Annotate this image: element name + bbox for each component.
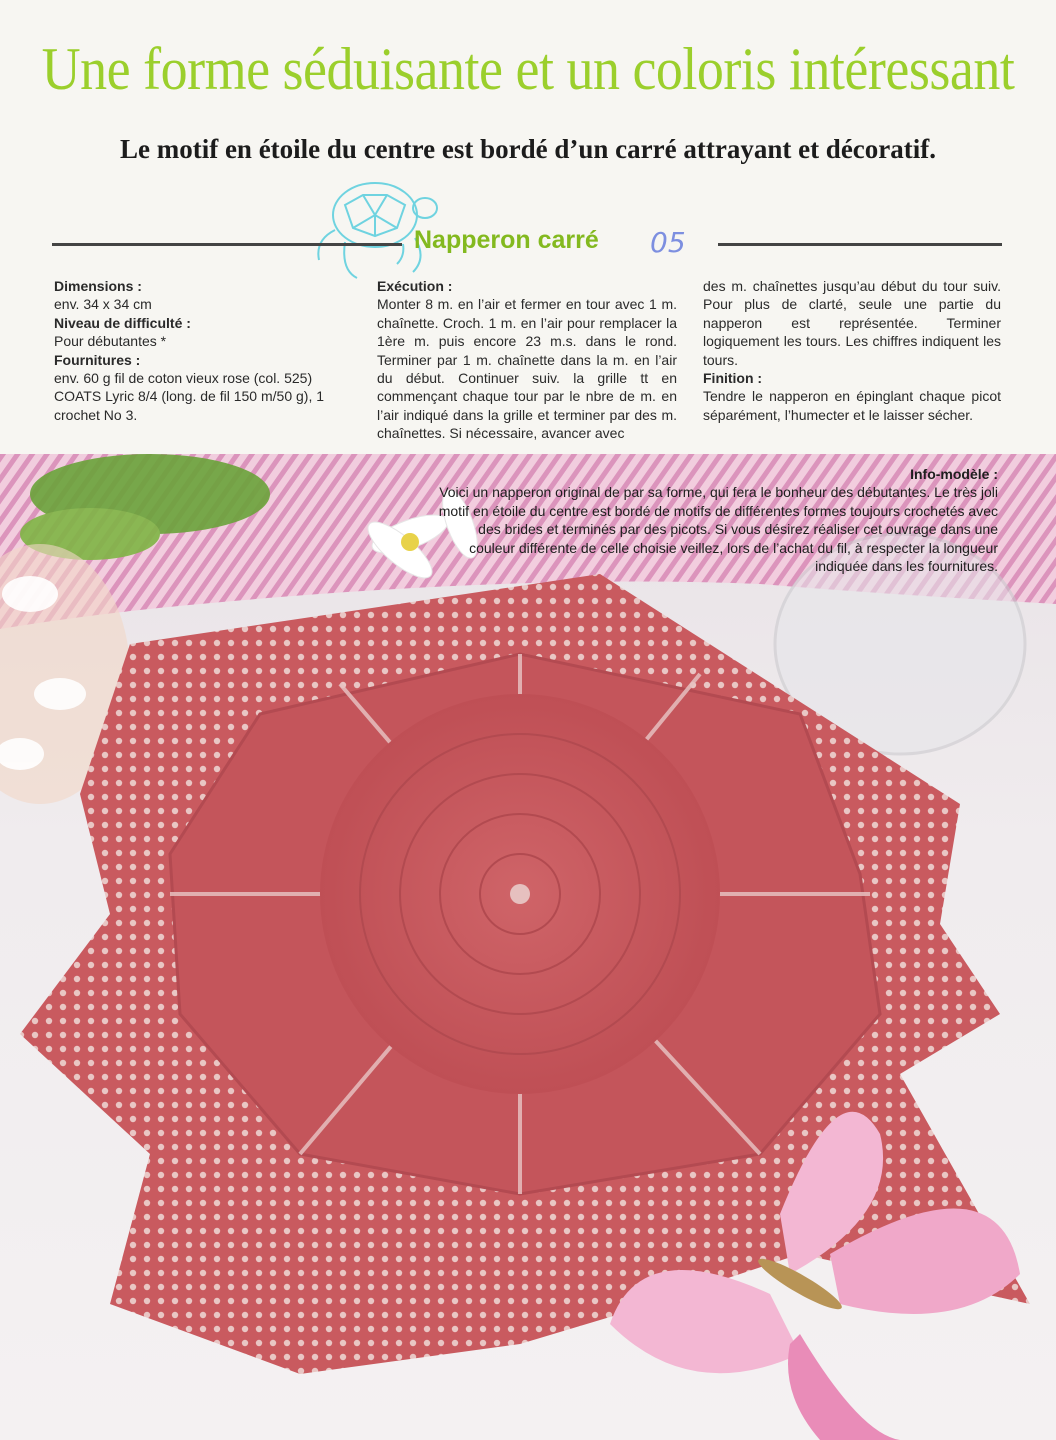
- execution-label: Exécution :: [377, 278, 453, 294]
- execution-continued: des m. chaînettes jusqu’au début du tour suiv. Pour plus de clarté, seule une partie du napperon est représentée. Terminer logiquement les tours. Les chiffres indiquent les tours.: [703, 278, 1001, 368]
- supplies-value: env. 60 g fil de coton vieux rose (col. 525) COATS Lyric 8/4 (long. de fil 150 m/50 g), 1 crochet No 3.: [54, 370, 325, 423]
- dimensions-value: env. 34 x 34 cm: [54, 296, 152, 313]
- page-subtitle: Le motif en étoile du centre est bordé d’un carré attrayant et décoratif.: [119, 134, 937, 164]
- divider-left: [52, 243, 402, 246]
- doily-photo: [0, 454, 1056, 1440]
- finishing-column: [703, 277, 1001, 424]
- doily-illustration: [0, 454, 1056, 1440]
- handwritten-number: 05: [650, 226, 686, 259]
- turtle-sketch-icon: [305, 160, 445, 290]
- difficulty-label: Niveau de difficulté :: [54, 314, 191, 331]
- section-title: Napperon carré: [414, 226, 599, 254]
- dimensions-label: Dimensions :: [54, 278, 142, 294]
- page-title: Une forme séduisante et un coloris intéressant: [41, 35, 1015, 103]
- finishing-text: Tendre le napperon en épinglant chaque picot séparément, l’humecter et le laisser sécher.: [703, 388, 1001, 423]
- info-model: [438, 465, 998, 575]
- info-model-text: Voici un napperon original de par sa forme, qui fera le bonheur des débutantes. Le très joli motif en étoile du centre est bordé de motifs de différentes formes toujours crochetés avec des brides et terminés par des picots. Si vous désirez réaliser cet ouvrage dans une couleur différente de celle choisie veillez, lors de l’achat du fil, à respecter la longueur indiquée dans les fournitures.: [438, 484, 998, 575]
- divider-right: [718, 243, 1002, 246]
- finishing-label: Finition :: [703, 370, 763, 387]
- difficulty-value: Pour débutantes *: [54, 333, 167, 350]
- info-model-label: Info-modèle :: [910, 466, 998, 482]
- execution-text: Monter 8 m. en l’air et fermer en tour avec 1 m. chaînette. Croch. 1 m. en l’air pour remplacer la 1ère m. puis encore 23 m.s. dans le rond. Terminer par 1 m. chaînette dans la m. en l’air du début. Continuer suiv. la grille tt en commençant chaque tour par le nbre de m. en l’air indiqué dans la grille et terminer par des m. chaînettes. Si nécessaire, avancer avec: [377, 296, 677, 442]
- details-column: [54, 277, 359, 424]
- execution-column: [377, 277, 677, 443]
- supplies-label: Fournitures :: [54, 351, 141, 368]
